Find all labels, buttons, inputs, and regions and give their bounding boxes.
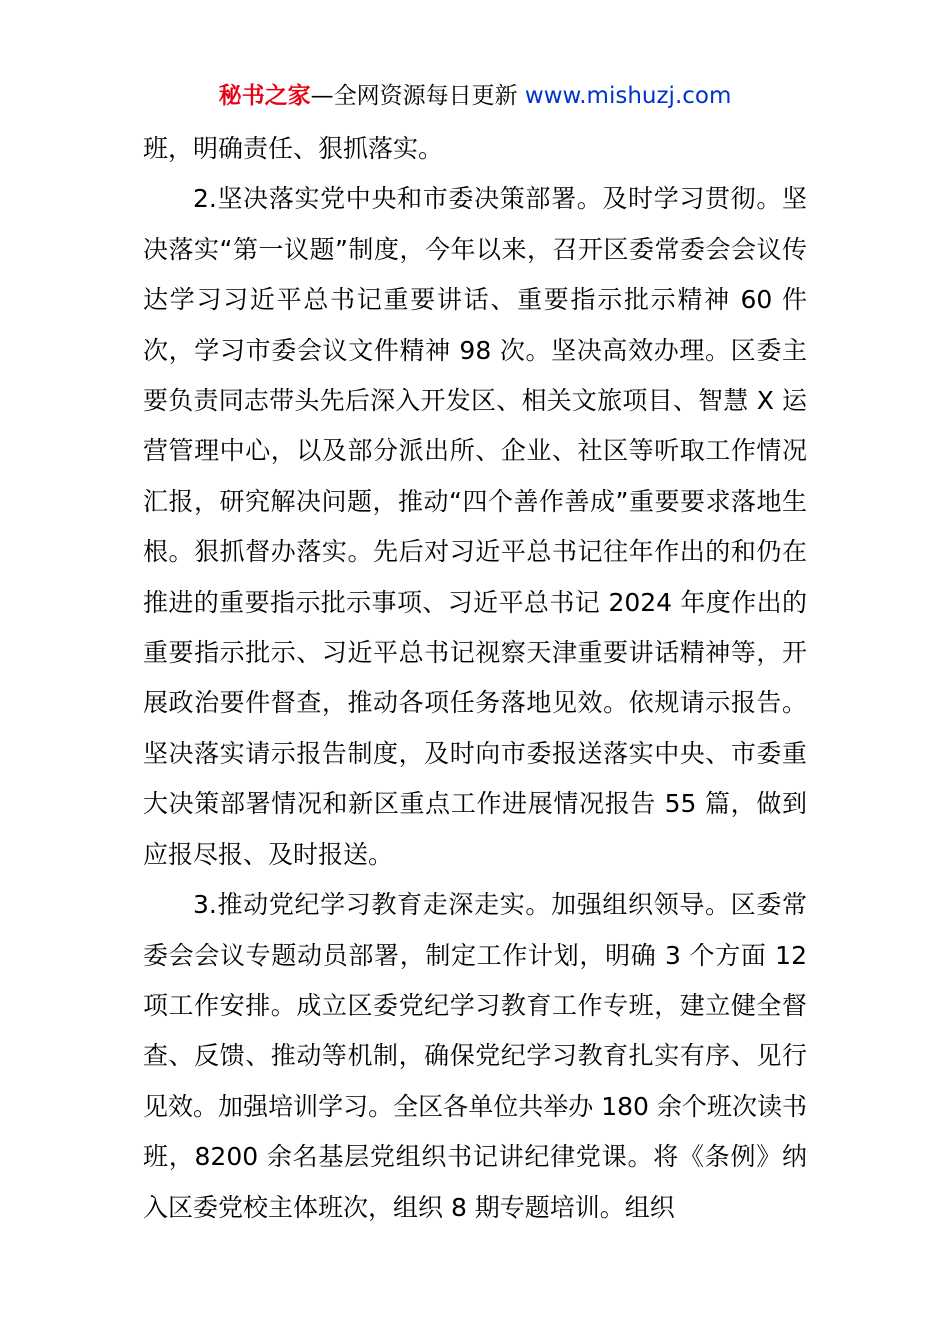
paragraph-continuation: 班，明确责任、狠抓落实。 [143, 134, 444, 163]
paragraph-section-2: 2.坚决落实党中央和市委决策部署。及时学习贯彻。坚决落实“第一议题”制度，今年以来，召开区委常委会会议传达学习习近平总书记重要讲话、重要指示批示精神 60 件次，学习市委会议文件精神 98 次。坚决高效办理。区委主要负责同志带头先后深入开发区、相关文旅项目、智慧 X 运营管理中心，以及部分派出所、企业、社区等听取工作情况汇报，研究解决问题，推动“四个善作善成”重要要求落地生根。狠抓督办落实。先后对习近平总书记往年作出的和仍在推进的重要指示批示事项、习近平总书记 2024 年度作出的重要指示批示、习近平总书记视察天津重要讲话精神等，开展政治要件督查，推动各项任务落地见效。依规请示报告。坚决落实请示报告制度，及时向市委报送落实中央、市委重大决策部署情况和新区重点工作进展情况报告 55 篇，做到应报尽报、及时报送。 [143, 184, 807, 869]
page-header [0, 78, 950, 114]
header-tagline: —全网资源每日更新 [310, 83, 518, 109]
document-body [143, 124, 807, 1233]
header-brand: 秘书之家 [218, 83, 311, 109]
header-url-link[interactable]: www.mishuzj.com [524, 83, 732, 109]
paragraph-section-3: 3.推动党纪学习教育走深走实。加强组织领导。区委常委会会议专题动员部署，制定工作计划，明确 3 个方面 12 项工作安排。成立区委党纪学习教育工作专班，建立健全督查、反馈、推动等机制，确保党纪学习教育扎实有序、见行见效。加强培训学习。全区各单位共举办 180 余个班次读书班，8200 余名基层党组织书记讲纪律党课。将《条例》纳入区委党校主体班次，组织 8 期专题培训。组织 [143, 890, 807, 1222]
